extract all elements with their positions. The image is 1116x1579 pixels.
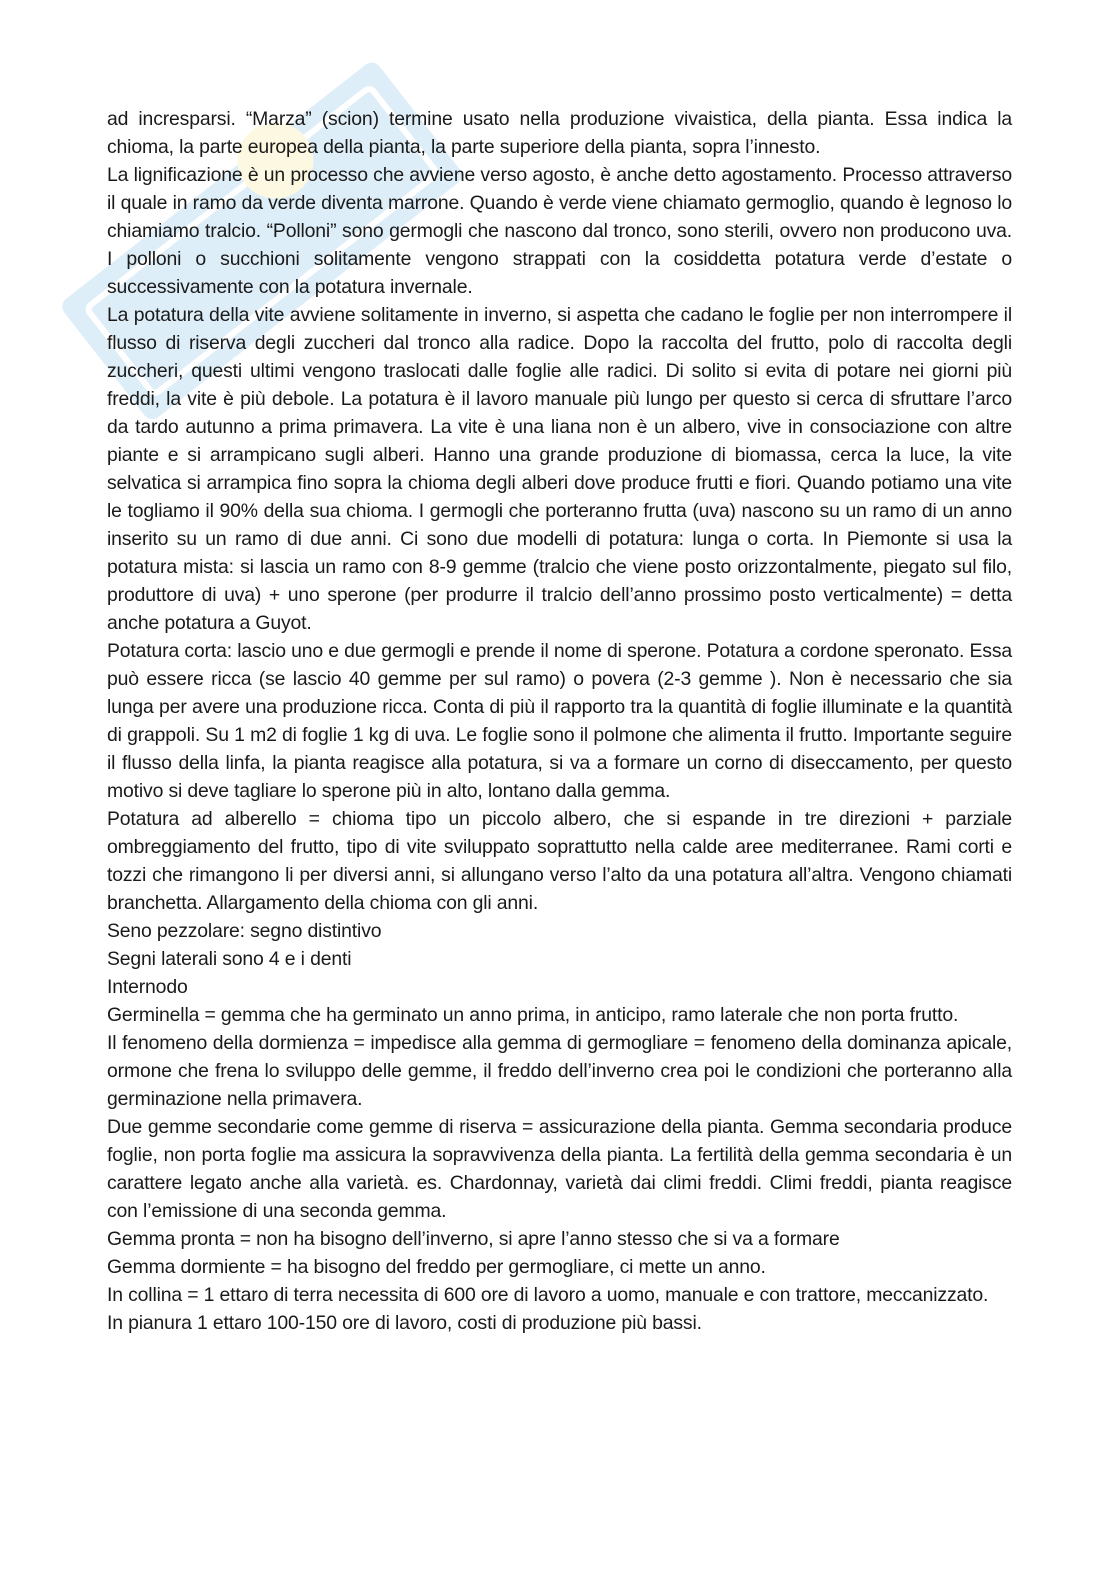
paragraph: Gemma dormiente = ha bisogno del freddo per germogliare, ci mette un anno. (107, 1256, 766, 1278)
paragraph: La potatura della vite avviene solitamente in inverno, si aspetta che cadano le foglie per non interrompere il flusso di riserva degli zuccheri dal tronco alla radice. Dopo la raccolta del frutto, polo di raccolta degli zuccheri, questi ultimi vengono traslocati dalle foglie alle radici. Di solito si evita di potare nei giorni più freddi, la vite è più debole. La potatura è il lavoro manuale più lungo per questo si cerca di sfruttare l’arco da tardo autunno a prima primavera. La vite è una liana non è un albero, vive in consociazione con altre piante e si arrampicano sugli alberi. Hanno una grande produzione di biomassa, cerca la luce, la vite selvatica si arrampica fino sopra la chioma degli alberi dove produce frutti e fiori. Quando potiamo una vite le togliamo il 90% della sua chioma. I germogli che porteranno frutta (uva) nascono su un ramo di un anno inserito su un ramo di due anni. Ci sono due modelli di potatura: lunga o corta. In Piemonte si usa la potatura mista: si lascia un ramo con 8-9 gemme (tralcio che viene posto orizzontalmente, piegato sul filo, produttore di uva) + uno sperone (per produrre il tralcio dell’anno prossimo posto verticalmente) = detta anche potatura a Guyot. (107, 304, 1012, 634)
paragraph: Potatura ad alberello = chioma tipo un piccolo albero, che si espande in tre direzioni + parziale ombreggiamento del frutto, tipo di vite sviluppato soprattutto nella calde aree mediterranee. Rami corti e tozzi che rimangono li per diversi anni, si allungano verso l’alto da una potatura all’altra. Vengono chiamati branchetta. Allargamento della chioma con gli anni. (107, 808, 1012, 914)
paragraph: Germinella = gemma che ha germinato un anno prima, in anticipo, ramo laterale che non porta frutto. (107, 1004, 959, 1026)
paragraph: Segni laterali sono 4 e i denti (107, 948, 352, 970)
paragraph: Gemma pronta = non ha bisogno dell’inverno, si apre l’anno stesso che si va a formare (107, 1228, 840, 1250)
paragraph: Il fenomeno della dormienza = impedisce alla gemma di germogliare = fenomeno della dominanza apicale, ormone che frena lo sviluppo delle gemme, il freddo dell’inverno crea poi le condizioni che porteranno alla germinazione nella primavera. (107, 1032, 1012, 1110)
paragraph: Due gemme secondarie come gemme di riserva = assicurazione della pianta. Gemma secondaria produce foglie, non porta foglie ma assicura la sopravvivenza della pianta. La fertilità della gemma secondaria è un carattere legato anche alla varietà. es. Chardonnay, varietà dai climi freddi. Climi freddi, pianta reagisce con l’emissione di una seconda gemma. (107, 1116, 1012, 1222)
document-body (107, 105, 1012, 1337)
paragraph: ad incresparsi. “Marza” (scion) termine usato nella produzione vivaistica, della pianta. Essa indica la chioma, la parte europea della pianta, la parte superiore della pianta, sopra l’innesto. (107, 108, 1012, 158)
paragraph: In collina = 1 ettaro di terra necessita di 600 ore di lavoro a uomo, manuale e con trattore, meccanizzato. (107, 1284, 989, 1306)
paragraph: In pianura 1 ettaro 100-150 ore di lavoro, costi di produzione più bassi. (107, 1312, 702, 1334)
paragraph: La lignificazione è un processo che avviene verso agosto, è anche detto agostamento. Processo attraverso il quale in ramo da verde diventa marrone. Quando è verde viene chiamato germoglio, quando è legnoso lo chiamiamo tralcio. “Polloni” sono germogli che nascono dal tronco, sono sterili, ovvero non producono uva. I polloni o succhioni solitamente vengono strappati con la cosiddetta potatura verde d’estate o successivamente con la potatura invernale. (107, 164, 1012, 298)
paragraph: Potatura corta: lascio uno e due germogli e prende il nome di sperone. Potatura a cordone speronato. Essa può essere ricca (se lascio 40 gemme per sul ramo) o povera (2-3 gemme ). Non è necessario che sia lunga per avere una produzione ricca. Conta di più il rapporto tra la quantità di foglie illuminate e la quantità di grappoli. Su 1 m2 di foglie 1 kg di uva. Le foglie sono il polmone che alimenta il frutto. Importante seguire il flusso della linfa, la pianta reagisce alla potatura, si va a formare un corno di diseccamento, per questo motivo si deve tagliare lo sperone più in alto, lontano dalla gemma. (107, 640, 1012, 802)
paragraph: Internodo (107, 976, 188, 998)
paragraph: Seno pezzolare: segno distintivo (107, 920, 382, 942)
